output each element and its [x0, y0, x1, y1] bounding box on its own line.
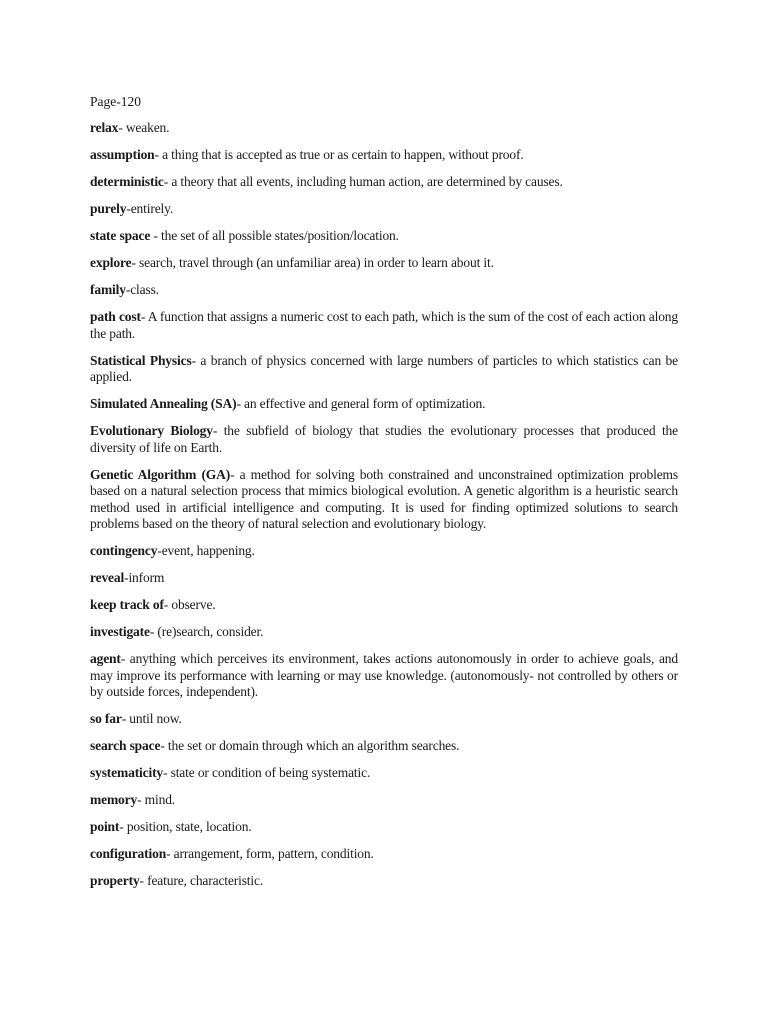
- glossary-definition: - until now.: [121, 711, 182, 726]
- glossary-term: deterministic: [90, 174, 164, 189]
- glossary-term: investigate: [90, 624, 150, 639]
- glossary-definition: - the set of all possible states/position/location.: [150, 228, 399, 243]
- glossary-definition: - search, travel through (an unfamiliar area) in order to learn about it.: [131, 255, 494, 270]
- glossary-term: property: [90, 873, 140, 888]
- glossary-term: configuration: [90, 846, 167, 861]
- glossary-definition: - the set or domain through which an algorithm searches.: [160, 738, 460, 753]
- glossary-term: agent: [90, 651, 121, 666]
- glossary-entry: [90, 467, 678, 533]
- glossary-definition: - anything which perceives its environment, takes actions autonomously in order to achieve goals, and may improve its performance with learning or may use knowledge. (autonomously- not controlled by others or by outside forces, independent).: [90, 651, 678, 699]
- glossary-definition: -inform: [124, 570, 165, 585]
- glossary-entry: [90, 792, 678, 809]
- glossary-definition: -event, happening.: [157, 543, 255, 558]
- glossary-entry: [90, 353, 678, 386]
- glossary-term: reveal: [90, 570, 125, 585]
- glossary-definition: - weaken.: [118, 120, 170, 135]
- glossary-entry: [90, 309, 678, 342]
- glossary-definition: - a branch of physics concerned with large numbers of particles to which statistics can be applied.: [90, 352, 678, 384]
- glossary-term: path cost: [90, 309, 141, 324]
- glossary-definition: - a theory that all events, including human action, are determined by causes.: [163, 174, 563, 189]
- glossary-definition: - a thing that is accepted as true or as certain to happen, without proof.: [154, 147, 524, 162]
- glossary-term: family: [90, 282, 126, 297]
- glossary-entry: [90, 174, 678, 191]
- glossary-definition: -class.: [125, 282, 159, 297]
- glossary-definition: - state or condition of being systematic.: [163, 765, 371, 780]
- glossary-entry: [90, 282, 678, 299]
- glossary-definition: - the subfield of biology that studies the evolutionary processes that produced the diversity of life on Earth.: [90, 423, 678, 455]
- glossary-term: systematicity: [90, 765, 164, 780]
- glossary-list: [90, 120, 678, 890]
- glossary-entry: [90, 819, 678, 836]
- glossary-definition: - feature, characteristic.: [139, 873, 264, 888]
- glossary-term: so far: [90, 711, 122, 726]
- glossary-entry: [90, 651, 678, 701]
- glossary-entry: [90, 423, 678, 456]
- glossary-definition: - an effective and general form of optimization.: [236, 396, 486, 411]
- glossary-definition: - a method for solving both constrained and unconstrained optimization problems based on a natural selection process that mimics biological evolution. A genetic algorithm is a heuristic search method used in artificial intelligence and computing. It is used for finding optimized solutions to search problems based on the theory of natural selection and evolutionary biology.: [90, 466, 678, 531]
- glossary-entry: [90, 846, 678, 863]
- glossary-entry: [90, 738, 678, 755]
- glossary-entry: [90, 228, 678, 245]
- glossary-entry: [90, 624, 678, 641]
- glossary-term: keep track of: [90, 597, 164, 612]
- glossary-definition: - position, state, location.: [119, 819, 252, 834]
- glossary-entry: [90, 765, 678, 782]
- glossary-entry: [90, 543, 678, 560]
- glossary-entry: [90, 396, 678, 413]
- glossary-term: Simulated Annealing (SA): [90, 396, 237, 411]
- glossary-term: state space: [90, 228, 151, 243]
- glossary-entry: [90, 570, 678, 587]
- glossary-term: explore: [90, 255, 132, 270]
- glossary-entry: [90, 201, 678, 218]
- glossary-term: point: [90, 819, 120, 834]
- glossary-term: search space: [90, 738, 161, 753]
- glossary-term: Genetic Algorithm (GA): [90, 466, 231, 482]
- glossary-entry: [90, 147, 678, 164]
- glossary-entry: [90, 120, 678, 137]
- glossary-term: Evolutionary Biology: [90, 423, 213, 438]
- glossary-term: assumption: [90, 147, 155, 162]
- glossary-term: purely: [90, 201, 127, 216]
- glossary-definition: - mind.: [137, 792, 176, 807]
- glossary-definition: - observe.: [163, 597, 216, 612]
- glossary-term: Statistical Physics: [90, 352, 192, 368]
- glossary-definition: -entirely.: [126, 201, 174, 216]
- glossary-entry: [90, 873, 678, 890]
- glossary-term: memory: [90, 792, 138, 807]
- glossary-term: relax: [90, 120, 119, 135]
- document-page: [90, 93, 678, 900]
- glossary-entry: [90, 711, 678, 728]
- glossary-definition: - (re)search, consider.: [149, 624, 264, 639]
- page-label: Page-120: [90, 94, 141, 109]
- glossary-entry: [90, 597, 678, 614]
- glossary-term: contingency: [90, 543, 158, 558]
- glossary-definition: - arrangement, form, pattern, condition.: [166, 846, 374, 861]
- glossary-entry: [90, 255, 678, 272]
- glossary-definition: - A function that assigns a numeric cost to each path, which is the sum of the cost of each action along the path.: [90, 309, 678, 341]
